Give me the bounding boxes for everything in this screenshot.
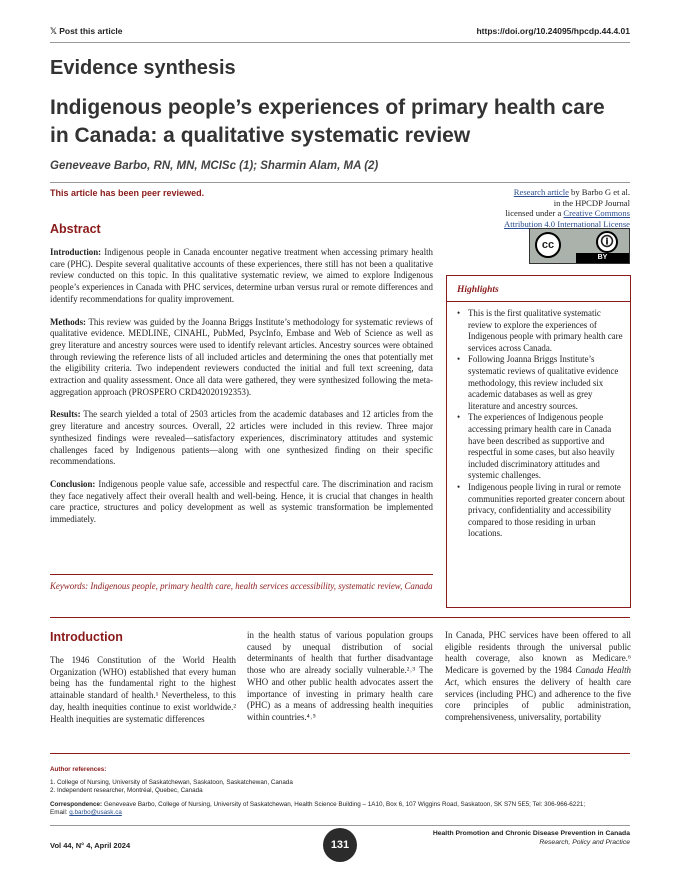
highlight-item: • Indigenous people living in rural or remote communities reported greater concern about privacy, confidentiality and accessibility compared to those residing in urban locations. xyxy=(457,482,625,540)
creative-commons-link[interactable]: Creative Commons xyxy=(563,208,630,218)
peer-review-note: This article has been peer reviewed. xyxy=(50,188,205,198)
references-divider xyxy=(50,753,630,754)
top-bar xyxy=(50,26,630,40)
email-link[interactable]: g.barbo@usask.ca xyxy=(69,808,122,816)
license-line1-rest: by Barbo G et al. xyxy=(568,187,630,197)
correspondence xyxy=(50,801,630,817)
cc-by-license-link[interactable]: Attribution 4.0 International License xyxy=(503,218,630,229)
author-divider xyxy=(50,182,630,183)
intro-column-3 xyxy=(445,630,631,724)
highlights-list xyxy=(457,308,625,540)
highlights-box xyxy=(446,275,631,608)
methods-label: Methods: xyxy=(50,316,86,327)
correspondence-label: Correspondence: xyxy=(50,800,103,808)
results-label: Results: xyxy=(50,409,81,420)
license-note xyxy=(440,187,630,229)
highlights-divider xyxy=(447,301,630,302)
author-list: Geneveave Barbo, RN, MN, MCISc (1); Sharmin Alam, MA (2) xyxy=(50,160,379,172)
top-divider xyxy=(50,42,630,43)
abstract-heading: Abstract xyxy=(50,222,101,236)
intro-label: Introduction: xyxy=(50,247,102,257)
abstract-methods xyxy=(50,317,433,399)
license-line2: in the HPCDP Journal xyxy=(553,197,630,208)
journal-name xyxy=(380,830,630,848)
cc-by-badge-icon[interactable] xyxy=(529,228,630,264)
cc-icon: cc xyxy=(535,232,561,258)
page-number: 131 xyxy=(323,828,357,862)
results-text: The search yielded a total of 2503 articles from the academic databases and 12 articles from the grey literature and ancestry sources. Overall, 22 articles were included in this review. Three major synthesized findings were revealed—satisfactory experiences, discriminatory attitudes and systemic challenges faced by Indigenous patients—along with one synthesized finding on their specific recommendations. xyxy=(50,409,433,467)
highlight-item: • The experiences of Indigenous people accessing primary health care in Canada have been described as supportive and respectful in some cases, but also heavily included discriminatory attitudes and systemic challenges. xyxy=(457,412,625,482)
canada-health-act: Canada Health Act xyxy=(445,665,631,687)
col3-text-b: , which ensures the delivery of health care services (including PHC) and adherence to the five core principles of public administration, comprehensiveness, universality, portability xyxy=(445,676,631,722)
reference-item: 2. Independent researcher, Montréal, Quebec, Canada xyxy=(50,787,203,795)
abstract-body xyxy=(50,247,433,537)
email-label: Email: xyxy=(50,808,70,816)
intro-column-2: in the health status of various population groups caused by unequal distribution of social determinants of health that further disadvantage those who are already socially vulnerable.²˒³ The WHO and other public health advocates assert the importance of investing in primary health care (PHC) as a means of addressing health inequities within countries.⁴˒⁵ xyxy=(247,630,433,722)
col3-text-a: In Canada, PHC services have been offered to all eligible residents through the universal public health coverage, also known as Medicare.⁶ Medicare is governed by the 1984 xyxy=(445,630,631,676)
abstract-results xyxy=(50,409,433,468)
conclusion-label: Conclusion: xyxy=(50,478,96,489)
doi-link[interactable]: https://doi.org/10.24095/hpcdp.44.4.01 xyxy=(476,26,630,36)
references-heading: Author references: xyxy=(50,766,107,773)
methods-text: This review was guided by the Joanna Briggs Institute’s methodology for systematic reviews of qualitative evidence. MEDLINE, CINAHL, PubMed, PsycInfo, Embase and Web of Science as well as grey literature and ancestry sources were used to identify relevant articles. Ancestry sources were obtained through reviewing the reference lists of all included articles and determining the ones that potentially met the eligibility criteria. Two independent reviewers conducted the initial and full text screening, data extraction and quality assessment. Once all data were gathered, they were synthesized following the meta-aggregation approach (PROSPERO CRD42020192353). xyxy=(50,316,433,397)
intro-text: Indigenous people in Canada encounter negative treatment when accessing primary health care (PHC). Despite several qualitative accounts of these experiences, there still has not been a qualitative review conducted on this topic. In this qualitative systematic review, we aimed to explore Indigenous people’s experiences in Canada with PHC services, determine urban versus rural or remote differences and identify recommendations for quality improvement. xyxy=(50,247,433,304)
post-article-link[interactable]: 𝕏 Post this article xyxy=(50,26,123,36)
badge-by-label: BY xyxy=(576,253,629,263)
footer-divider xyxy=(50,825,630,826)
introduction-heading: Introduction xyxy=(50,630,123,644)
keywords-divider xyxy=(50,574,433,575)
correspondence-text: Geneveave Barbo, College of Nursing, University of Saskatchewan, Health Science Building – 1A10, Box 6, 107 Wiggins Road, Saskatoon, SK S7N 5E5; Tel: 306-966-6221; xyxy=(102,800,586,808)
person-icon: 🛈 xyxy=(596,231,618,253)
abstract-conclusion xyxy=(50,479,433,526)
reference-item: 1. College of Nursing, University of Saskatchewan, Saskatoon, Saskatchewan, Canada xyxy=(50,779,293,787)
license-line3-pre: licensed under a xyxy=(505,208,564,218)
intro-divider xyxy=(50,617,630,618)
intro-column-1: The 1946 Constitution of the World Health Organization (WHO) established that every human being has the fundamental right to the highest attainable standard of health.¹ Nevertheless, to this day, health inequities continue to exist worldwide.² Health inequities are systematic differences xyxy=(50,655,236,724)
conclusion-text: Indigenous people value safe, accessible and respectful care. The discrimination and racism they face negatively affect their overall health and well-being. Hence, it is crucial that changes in health care practice, structures and policy development as well as systemic transformation be implemented immediately. xyxy=(50,478,433,525)
journal-line-1: Health Promotion and Chronic Disease Prevention in Canada xyxy=(432,830,630,837)
post-article-label: Post this article xyxy=(59,26,123,36)
highlight-item: • This is the first qualitative systematic review to explore the experiences of Indigenous people with primary health care services across Canada. xyxy=(457,308,625,354)
keywords: Keywords: Indigenous people, primary health care, health services accessibility, systematic review, Canada xyxy=(50,581,433,591)
volume-info: Vol 44, N° 4, April 2024 xyxy=(50,841,131,850)
section-label: Evidence synthesis xyxy=(50,57,236,79)
journal-line-2: Research, Policy and Practice xyxy=(539,838,630,846)
highlight-item: • Following Joanna Briggs Institute’s systematic reviews of qualitative evidence methodology, this review included six academic databases as well as grey literature and ancestry sources. xyxy=(457,354,625,412)
research-article-link[interactable]: Research article xyxy=(513,187,569,197)
author-references xyxy=(50,766,630,817)
abstract-introduction xyxy=(50,247,433,306)
article-title: Indigenous people’s experiences of primary health care in Canada: a qualitative systematic review xyxy=(50,96,605,147)
highlights-heading: Highlights xyxy=(457,285,499,295)
